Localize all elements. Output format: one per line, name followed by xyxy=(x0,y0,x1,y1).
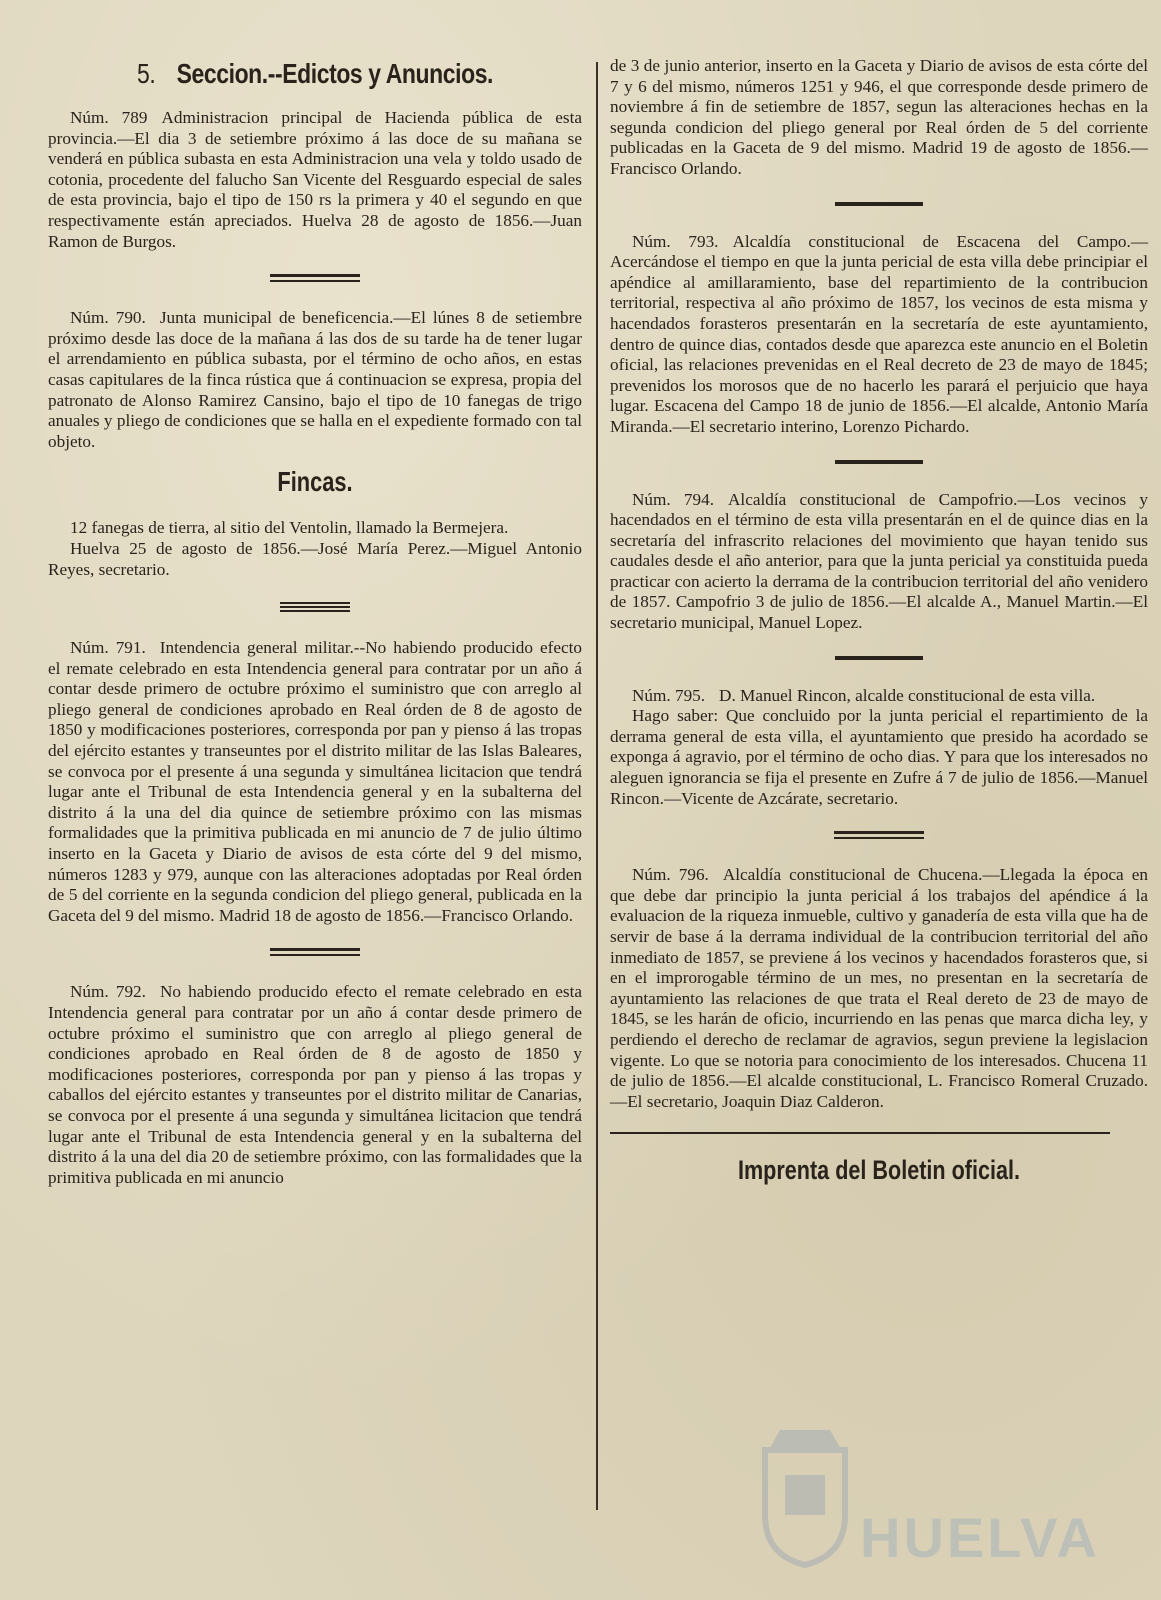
notice-793 xyxy=(610,232,1148,438)
section-title xyxy=(96,58,534,90)
closing-rule xyxy=(610,1132,1110,1134)
finca-signature: Huelva 25 de agosto de 1856.—José María Perez.—Miguel Antonio Reyes, secretario. xyxy=(48,538,582,579)
notice-number: Núm. 793. xyxy=(632,231,719,251)
separator xyxy=(835,460,923,464)
notice-text: Alcaldía constitucional de Escacena del Campo.—Acercándose el tiempo en que la junta pericial de esta villa debe principiar el apéndice al amillaramiento, base del repartimiento de la contribucion territorial, respectiva al año próximo de 1857, los vecinos de esta misma y hacendados forasteros presentarán en la secretaría de este ayuntamiento, dentro de quince dias, contados desde que aparezca este anuncio en el Boletin oficial, las relaciones prevenidas en el Real decreto de 23 de mayo de 1845; prevenidos los morosos que de no hacerlo les parará el perjuicio que haya lugar. Escacena del Campo 18 de junio de 1856.—El alcalde, Antonio María Miranda.—El secretario interino, Lorenzo Pichardo. xyxy=(610,231,1149,436)
section-number: 5. xyxy=(136,58,156,89)
notice-text: Junta municipal de beneficencia.—El lúnes 8 de setiembre próximo desde las doce de la mañana á las dos de su tarde ha de tener lugar el arrendamiento en pública subasta, por el término de ocho años, en estas casas capitulares de la finca rústica que á continuacion se expresa, propia del patronato de Alonso Ramirez Cansino, bajo el tipo de 10 fanegas de trigo anuales y pliego de condiciones que se halla en el expediente formado con tal objeto. xyxy=(48,308,583,451)
notice-number: Núm. 789 xyxy=(70,108,148,127)
notice-text: Alcaldía constitucional de Campofrio.—Los vecinos y hacendados en el término de esta villa presentarán en el de quince dias en la secretaría del infrascrito relaciones del movimiento que hayan tenido sus caudales desde el año anterior, para que la junta pericial ya constituida pueda practicar con acierto la derrama de la contribucion territorial del año venidero de 1857. Campofrio 3 de julio de 1856.—El alcalde A., Manuel Martin.—El secretario municipal, Manuel Lopez. xyxy=(610,489,1149,633)
coat-of-arms-watermark xyxy=(750,1420,860,1570)
separator xyxy=(270,948,360,956)
imprint-line: Imprenta del Boletin oficial. xyxy=(737,1155,1021,1186)
notice-text: Administracion principal de Hacienda pública de esta provincia.—El dia 3 de setiembre próximo á las doce de su mañana se venderá en pública subasta en esta Administracion una vela y toldo usado de cotonia, procedente del falucho San Vicente del Resguardo especial de sales de esta provincia, bajo el tipo de 150 rs la primera y 40 el segundo en que respectivamente están apreciados. Huelva 28 de agosto de 1856.—Juan Ramon de Burgos. xyxy=(48,108,582,251)
section-title-text: Seccion.--Edictos y Anuncios. xyxy=(176,58,494,89)
fincas-heading: Fincas. xyxy=(277,466,353,498)
notice-number: Núm. 794. xyxy=(632,489,715,509)
notice-text: D. Manuel Rincon, alcalde constitucional de esta villa. xyxy=(719,685,1096,705)
separator xyxy=(834,831,924,839)
notice-number: Núm. 791. xyxy=(70,638,146,658)
notice-text: No habiendo producido efecto el remate celebrado en esta Intendencia general para contratar por un año á contar desde primero de octubre próximo el suministro que con arreglo al pliego general de condiciones aprobado en Real órden de 8 de agosto de 1850 y modificaciones posteriores, corresponda por pan y pienso á las tropas y caballos del ejército estantes y transeuntes por el distrito militar de Canarias, se convoca por el presente á una segunda y simultánea licitacion que tendrá lugar ante el Tribunal de esta Intendencia general y en la subalterna del distrito á la una del dia 20 de setiembre próximo, con las formalidades que la primitiva publicada en mi anuncio xyxy=(48,982,582,1187)
notice-number: Núm. 795. xyxy=(632,685,706,705)
notice-795 xyxy=(610,686,1148,810)
notice-794 xyxy=(610,490,1148,634)
separator xyxy=(270,274,360,282)
left-column xyxy=(48,50,582,1190)
right-column xyxy=(610,56,1148,1186)
separator xyxy=(835,202,923,206)
notice-789 xyxy=(48,108,582,252)
separator xyxy=(835,656,923,660)
notice-number: Núm. 792. xyxy=(70,982,146,1002)
notice-790 xyxy=(48,308,582,452)
notice-number: Núm. 790. xyxy=(70,308,146,328)
notice-791 xyxy=(48,638,582,926)
notice-796 xyxy=(610,865,1148,1112)
notice-text-body: Hago saber: Que concluido por la junta pericial el repartimiento de la derrama general de esta villa, el ayuntamiento que presido ha acordado se exponga á agravio, por el término de ocho dias. Y para que los interesados no aleguen ignorancia se fija el presente en Zufre á 7 de julio de 1856.—Manuel Rincon.—Vicente de Azcárate, secretario. xyxy=(610,706,1148,808)
notice-792-continuation xyxy=(610,56,1148,180)
finca-item: 12 fanegas de tierra, al sitio del Ventolin, llamado la Bermejera. xyxy=(70,518,509,538)
notice-text: Alcaldía constitucional de Chucena.—Llegada la época en que debe dar principio la junta pericial á los trabajos del apéndice á la evaluacion de la riqueza inmueble, cultivo y ganadería de esta villa que ha de servir de base á la derrama individual de la contribucion territorial del año inmediato de 1857, se previene á los vecinos y hacendados forasteros que, si en el improrogable término de un mes, no presentan en la secretaría de ayuntamiento las relaciones de que trata el Real dereto de 23 de mayo de 1845, se les harán de oficio, incurriendo en las penas que marca dicha ley, y perdiendo el derecho de reclamar de agravios, segun previene la legislacion vigente. Lo que se notoria para conocimiento de los interesados. Chucena 11 de julio de 1856.—El alcalde constitucional, L. Francisco Romeral Cruzado.—El secretario, Joaquin Diaz Calderon. xyxy=(610,865,1148,1111)
column-divider xyxy=(596,62,598,1510)
huelva-watermark: HUELVA xyxy=(860,1506,1100,1569)
fincas-list xyxy=(48,518,582,580)
notice-number: Núm. 796. xyxy=(632,865,709,885)
notice-792 xyxy=(48,982,582,1188)
notice-text: Intendencia general militar.--No habiendo producido efecto el remate celebrado en esta Intendencia general para contratar por un año á contar desde primero de octubre próximo el suministro que con arreglo al pliego general de condiciones aprobado en Real órden de 8 de agosto de 1850 y modificaciones posteriores, corresponda por pan y pienso á las tropas del ejército estantes y transeuntes por el distrito militar de las Islas Baleares, se convoca por el presente á una segunda y simultánea licitacion que tendrá lugar ante el Tribunal de esta Intendencia general y en la subalterna del distrito á la una del dia quince de setiembre próximo con las mismas formalidades que la primitiva publicada en mi anuncio de 7 de julio último inserto en la Gaceta y Diario de avisos de esta córte del 9 del mismo, números 1283 y 979, aunque con las alteraciones adoptadas por Real órden de 5 del corriente en la segunda condicion del pliego general, publicada en la Gaceta del 9 del mismo. Madrid 18 de agosto de 1856.—Francisco Orlando. xyxy=(48,638,583,925)
notice-text: de 3 de junio anterior, inserto en la Gaceta y Diario de avisos de esta córte del 7 y 6 del mismo, números 1251 y 946, el que corresponde desde primero de noviembre á fin de setiembre de 1857, segun las alteraciones hechas en la segunda condicion del pliego general por Real órden de 5 del corriente publicadas en la Gaceta de 9 del mismo. Madrid 19 de agosto de 1856.—Francisco Orlando. xyxy=(610,56,1148,178)
separator xyxy=(280,602,350,612)
